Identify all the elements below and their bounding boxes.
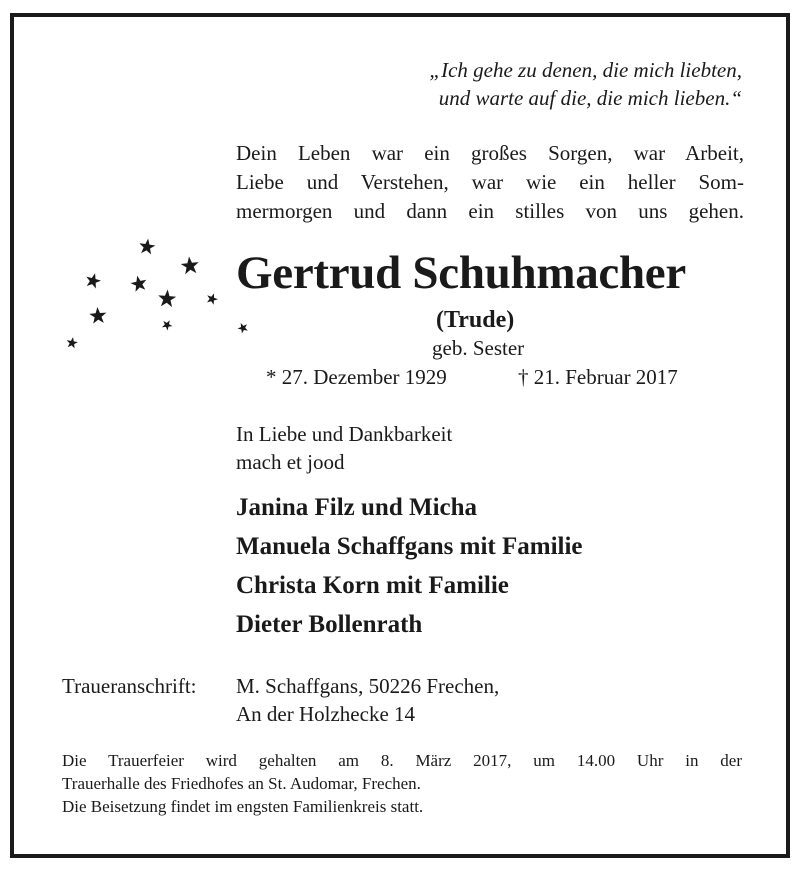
deceased-nickname: (Trude): [436, 307, 515, 333]
deceased-name: Gertrud Schuhmacher: [236, 247, 686, 299]
gratitude-line: mach et jood: [236, 450, 345, 474]
ceremony-line: Die Trauerfeier wird gehalten am 8. März 2017, um 14.00 Uhr in der: [62, 751, 742, 770]
birth-date: * 27. Dezember 1929: [266, 365, 447, 389]
ceremony-line: Die Beisetzung findet im engsten Familienkreis statt.: [62, 797, 424, 816]
ceremony-info: [62, 749, 742, 818]
star-icon: [89, 306, 107, 323]
address-line: M. Schaffgans, 50226 Frechen,: [236, 674, 500, 698]
mourner-name: Janina Filz und Micha: [236, 494, 478, 521]
star-icon: [160, 318, 174, 332]
star-icon: [205, 291, 219, 305]
death-date: † 21. Februar 2017: [518, 365, 678, 389]
star-icon: [138, 237, 156, 254]
quote-line: und warte auf die, die mich lieben.“: [438, 86, 742, 110]
address-line: An der Holzhecke 14: [236, 702, 416, 726]
poem-line: mermorgen und dann ein stilles von uns gehen.: [236, 199, 744, 223]
star-icon: [236, 321, 250, 334]
star-icon: [157, 289, 176, 307]
maiden-name: geb. Sester: [432, 336, 525, 360]
mourning-address: [236, 672, 499, 728]
gratitude-text: [236, 420, 452, 476]
mourner-name: Manuela Schaffgans mit Familie: [236, 533, 583, 560]
poem-line: Dein Leben war ein großes Sorgen, war Arbeit,: [236, 141, 744, 165]
quote-line: „Ich gehe zu denen, die mich liebten,: [429, 58, 742, 82]
mourner-name: Dieter Bollenrath: [236, 611, 423, 638]
ceremony-line: Trauerhalle des Friedhofes an St. Audomar, Frechen.: [62, 774, 421, 793]
poem-line: Liebe und Verstehen, war wie ein heller Som-: [236, 170, 744, 194]
address-label: Traueranschrift:: [62, 674, 197, 698]
star-icon: [84, 271, 102, 289]
star-icon: [180, 256, 200, 275]
star-icon: [129, 274, 148, 292]
mourner-name: Christa Korn mit Familie: [236, 572, 509, 599]
gratitude-line: In Liebe und Dankbarkeit: [236, 422, 453, 446]
star-icon: [66, 336, 79, 349]
mourners-list: [236, 488, 583, 644]
